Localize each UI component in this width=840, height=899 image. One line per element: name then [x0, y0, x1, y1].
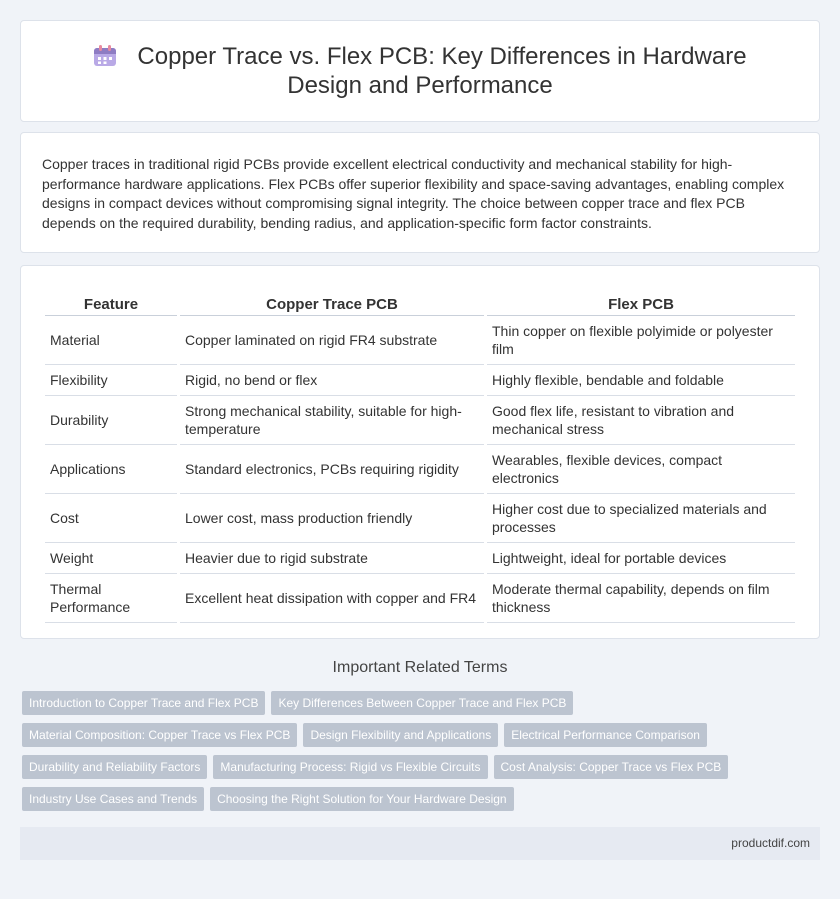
cell-feature: Durability: [45, 396, 177, 445]
related-terms-title: Important Related Terms: [332, 659, 508, 676]
related-tag[interactable]: Choosing the Right Solution for Your Hardware Design: [210, 787, 514, 811]
related-terms-tags: [0, 691, 840, 811]
related-terms-section: [0, 659, 840, 811]
related-tag[interactable]: Key Differences Between Copper Trace and Flex PCB: [271, 691, 573, 715]
cell-flex: Lightweight, ideal for portable devices: [487, 543, 795, 574]
table-header-row: [45, 288, 795, 316]
related-tag[interactable]: Durability and Reliability Factors: [22, 755, 207, 779]
footer: [20, 827, 820, 860]
header-copper-trace: Copper Trace PCB: [180, 288, 484, 316]
cell-flex: Wearables, flexible devices, compact electronics: [487, 445, 795, 494]
cell-feature: Material: [45, 316, 177, 365]
cell-flex: Higher cost due to specialized materials and processes: [487, 494, 795, 543]
calendar-icon: [93, 45, 117, 67]
intro-paragraph: Copper traces in traditional rigid PCBs provide excellent electrical conductivity and mechanical stability for high-performance hardware applications. Flex PCBs offer superior flexibility and space-saving advantages, enabling complex designs in compact devices without compromising signal integrity. The choice between copper trace and flex PCB depends on the required durability, bending radius, and application-specific form factor constraints.: [42, 156, 785, 231]
cell-flex: Moderate thermal capability, depends on film thickness: [487, 574, 795, 623]
related-tag[interactable]: Cost Analysis: Copper Trace vs Flex PCB: [494, 755, 729, 779]
related-tag[interactable]: Material Composition: Copper Trace vs Flex PCB: [22, 723, 297, 747]
related-tag[interactable]: Introduction to Copper Trace and Flex PCB: [22, 691, 265, 715]
cell-copper: Copper laminated on rigid FR4 substrate: [180, 316, 484, 365]
table-row: [45, 316, 795, 365]
comparison-table: [42, 288, 798, 623]
cell-copper: Standard electronics, PCBs requiring rigidity: [180, 445, 484, 494]
page-title: [61, 42, 779, 100]
related-tag[interactable]: Manufacturing Process: Rigid vs Flexible Circuits: [213, 755, 487, 779]
table-row: [45, 574, 795, 623]
table-row: [45, 396, 795, 445]
related-tag[interactable]: Electrical Performance Comparison: [504, 723, 707, 747]
cell-copper: Strong mechanical stability, suitable for high-temperature: [180, 396, 484, 445]
page-title-text: Copper Trace vs. Flex PCB: Key Differences in Hardware Design and Performance: [137, 43, 747, 99]
table-row: [45, 543, 795, 574]
cell-copper: Lower cost, mass production friendly: [180, 494, 484, 543]
header-feature: Feature: [45, 288, 177, 316]
table-row: [45, 445, 795, 494]
cell-copper: Rigid, no bend or flex: [180, 365, 484, 396]
cell-flex: Good flex life, resistant to vibration and mechanical stress: [487, 396, 795, 445]
cell-feature: Flexibility: [45, 365, 177, 396]
intro-card: [20, 132, 820, 253]
cell-flex: Highly flexible, bendable and foldable: [487, 365, 795, 396]
header-card: [20, 20, 820, 122]
comparison-card: [20, 265, 820, 639]
cell-copper: Excellent heat dissipation with copper and FR4: [180, 574, 484, 623]
cell-copper: Heavier due to rigid substrate: [180, 543, 484, 574]
table-row: [45, 494, 795, 543]
table-row: [45, 365, 795, 396]
cell-feature: Thermal Performance: [45, 574, 177, 623]
footer-site-link[interactable]: productdif.com: [731, 836, 810, 850]
related-tag[interactable]: Design Flexibility and Applications: [303, 723, 498, 747]
cell-feature: Weight: [45, 543, 177, 574]
cell-feature: Applications: [45, 445, 177, 494]
cell-feature: Cost: [45, 494, 177, 543]
cell-flex: Thin copper on flexible polyimide or polyester film: [487, 316, 795, 365]
header-flex-pcb: Flex PCB: [487, 288, 795, 316]
related-tag[interactable]: Industry Use Cases and Trends: [22, 787, 204, 811]
